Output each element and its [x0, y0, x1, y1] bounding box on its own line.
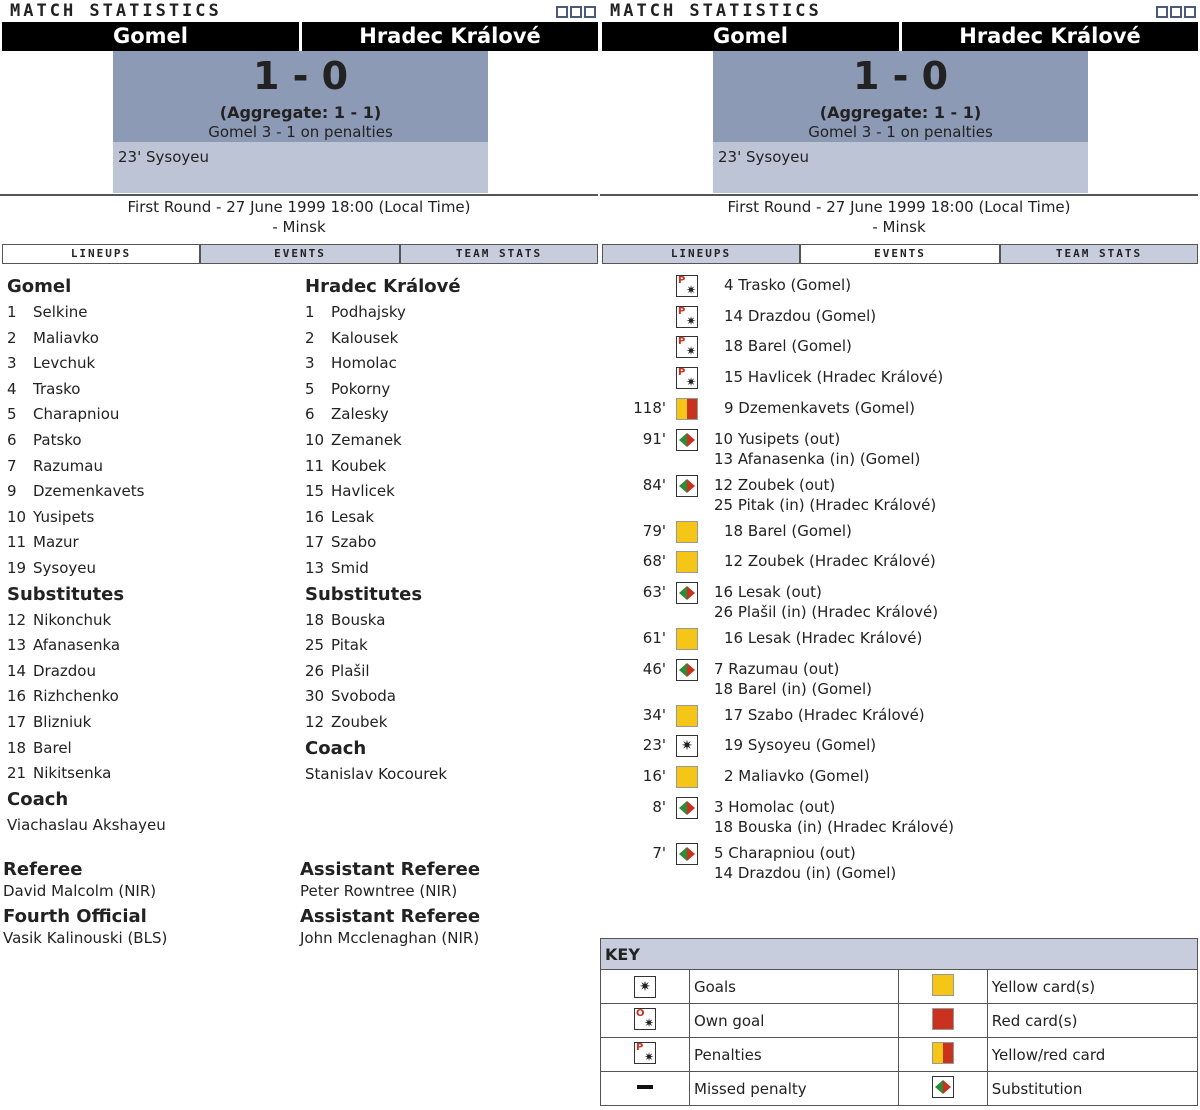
event-line: 5 Charapniou (out)	[714, 843, 856, 862]
window-title: MATCH STATISTICS	[610, 1, 822, 21]
event-minute: 46'	[642, 659, 666, 678]
key-label: Yellow/red card	[987, 1038, 1197, 1072]
score-box	[113, 51, 488, 142]
player-row	[7, 761, 287, 787]
tab-lineups[interactable]: LINEUPS	[2, 244, 200, 264]
event-line: 25 Pitak (in) (Hradec Králové)	[714, 495, 937, 514]
player-name: Kalousek	[331, 328, 399, 347]
score: 1 - 0	[252, 54, 349, 98]
player-name: Barel	[33, 738, 72, 757]
restore-icon[interactable]	[1170, 6, 1182, 18]
player-row	[7, 736, 287, 762]
referee-label: Referee	[3, 859, 83, 880]
key-label: Red card(s)	[987, 1004, 1197, 1038]
player-number: 4	[7, 379, 17, 398]
event-line: 26 Plašil (in) (Hradec Králové)	[714, 602, 939, 621]
minimize-icon[interactable]	[556, 6, 568, 18]
event-line: 3 Homolac (out)	[714, 797, 836, 816]
tab-underline	[2, 263, 598, 264]
away-team-name: Hradec Králové	[959, 24, 1141, 48]
event-text	[724, 551, 936, 571]
event-minute: 8'	[652, 797, 666, 816]
event-minute: 7'	[652, 843, 666, 862]
event-line: 19 Sysoyeu (Gomel)	[724, 736, 877, 755]
event-minute: 91'	[642, 429, 666, 448]
player-row	[305, 428, 585, 454]
player-name: Zemanek	[331, 430, 402, 449]
player-row	[7, 402, 287, 428]
player-name: Dzemenkavets	[33, 482, 145, 501]
event-line: 14 Drazdou (in) (Gomel)	[714, 863, 897, 882]
match-venue: - Minsk	[872, 218, 926, 236]
player-row	[7, 351, 287, 377]
event-line: 18 Bouska (in) (Hradec Králové)	[714, 817, 954, 836]
player-number: 25	[305, 636, 325, 655]
home-subs-title: Substitutes	[7, 583, 125, 605]
key-label: Yellow card(s)	[987, 970, 1197, 1004]
close-icon[interactable]	[584, 6, 596, 18]
player-number: 19	[7, 558, 27, 577]
event-minute: 34'	[642, 705, 666, 724]
home-team-name: Gomel	[713, 24, 788, 48]
penalty-icon: P ✷	[678, 275, 696, 297]
match-info	[0, 197, 598, 237]
event-minute: 79'	[642, 521, 666, 540]
event-line: 2 Maliavko (Gomel)	[724, 767, 870, 785]
away-subs-title: Substitutes	[305, 583, 423, 605]
event-line: 12 Zoubek (Hradec Králové)	[724, 552, 936, 571]
player-name: Nikitsenka	[33, 764, 112, 783]
score-box	[713, 51, 1088, 142]
player-name: Pitak	[331, 636, 368, 655]
player-number: 2	[305, 328, 315, 347]
tab-events[interactable]: EVENTS	[800, 244, 1000, 264]
event-text	[714, 475, 936, 515]
yellow-card-icon	[676, 766, 698, 788]
player-row	[305, 684, 585, 710]
player-name: Pokorny	[331, 379, 391, 398]
player-number: 17	[7, 712, 27, 731]
player-name: Selkine	[33, 303, 88, 321]
home-coach: Viachaslau Akshayeu	[7, 815, 166, 834]
player-name: Szabo	[331, 533, 377, 552]
player-number: 2	[7, 328, 17, 347]
event-minute: 61'	[642, 628, 666, 647]
player-name: Koubek	[331, 456, 387, 475]
event-text	[724, 628, 922, 648]
player-row	[305, 402, 585, 428]
yellow-card-icon	[932, 974, 954, 996]
referee-block	[3, 859, 156, 901]
player-row	[305, 710, 585, 736]
substitution-icon	[676, 475, 698, 497]
player-number: 16	[7, 687, 27, 706]
tab-team-stats[interactable]: TEAM STATS	[1000, 244, 1198, 264]
event-line: 18 Barel (Gomel)	[724, 337, 852, 356]
goal-icon: ✷	[634, 976, 656, 998]
player-number: 16	[305, 507, 325, 526]
goal-scorer: 23' Sysoyeu	[118, 148, 209, 166]
player-row	[305, 351, 585, 377]
event-line: 4 Trasko (Gomel)	[724, 276, 852, 294]
player-name: Charapniou	[33, 405, 120, 424]
player-number: 5	[7, 405, 17, 424]
score: 1 - 0	[852, 54, 949, 98]
player-row	[305, 556, 585, 582]
window-header	[600, 0, 1198, 22]
event-line: 7 Razumau (out)	[714, 659, 840, 678]
away-coach-title: Coach	[305, 737, 367, 759]
away-team-name: Hradec Králové	[359, 24, 541, 48]
penalty-icon: P ✷	[678, 367, 696, 390]
player-row	[7, 454, 287, 480]
window-header	[0, 0, 598, 22]
divider	[600, 194, 1198, 196]
home-lineup	[7, 274, 287, 838]
event-line: 13 Afanasenka (in) (Gomel)	[714, 449, 921, 468]
player-number: 10	[305, 430, 325, 449]
key-legend	[600, 938, 1198, 1106]
aggregate-score: (Aggregate: 1 - 1)	[819, 103, 982, 122]
substitution-icon	[676, 659, 698, 681]
yellow-red-card-icon	[676, 398, 698, 420]
event-text	[724, 735, 876, 755]
event-text	[714, 843, 896, 883]
event-text	[724, 367, 943, 387]
window-controls	[554, 3, 596, 22]
home-players-list	[7, 300, 287, 582]
event-minute: 16'	[642, 767, 666, 785]
event-text	[714, 659, 872, 699]
player-number: 26	[305, 661, 325, 680]
event-minute: 118'	[633, 398, 666, 417]
referee-name: David Malcolm (NIR)	[3, 882, 157, 900]
player-number: 11	[7, 533, 27, 552]
home-subs-list	[7, 608, 287, 787]
tab-bar	[602, 244, 1198, 264]
key-label: Own goal	[690, 1004, 899, 1038]
player-row	[7, 684, 287, 710]
key-label: Penalties	[690, 1038, 899, 1072]
player-row	[305, 300, 585, 326]
player-name: Havlicek	[331, 482, 395, 501]
penalty-icon: P ✷	[678, 336, 696, 359]
fourth-official-block	[3, 906, 167, 948]
player-row	[7, 505, 287, 531]
match-info	[600, 197, 1198, 237]
player-row	[305, 608, 585, 634]
player-name: Lesak	[331, 507, 375, 526]
event-text	[714, 582, 938, 622]
player-number: 21	[7, 764, 27, 783]
substitution-icon	[932, 1076, 954, 1098]
player-name: Rizhchenko	[33, 687, 119, 706]
penalty-result: Gomel 3 - 1 on penalties	[208, 123, 393, 141]
fourth-official-label: Fourth Official	[3, 906, 147, 927]
player-number: 3	[7, 354, 17, 373]
player-row	[305, 659, 585, 685]
event-line: 16 Lesak (out)	[714, 582, 822, 601]
player-number: 30	[305, 687, 325, 706]
event-line: 16 Lesak (Hradec Králové)	[724, 628, 923, 647]
key-label: Substitution	[987, 1072, 1197, 1106]
player-name: Maliavko	[33, 328, 99, 347]
event-minute: 63'	[642, 582, 666, 601]
event-line: 12 Zoubek (out)	[714, 475, 836, 494]
match-date: First Round - 27 June 1999 18:00 (Local Time)	[727, 198, 1071, 216]
player-number: 12	[7, 610, 27, 629]
player-row	[305, 479, 585, 505]
key-title: KEY	[601, 939, 1198, 970]
away-subs-list	[305, 608, 585, 736]
player-name: Blizniuk	[33, 712, 92, 731]
substitution-icon	[676, 582, 698, 604]
own-goal-icon: O ✷	[636, 1007, 654, 1030]
penalty-result: Gomel 3 - 1 on penalties	[808, 123, 993, 141]
player-row	[305, 377, 585, 403]
player-name: Smid	[331, 558, 369, 577]
key-row	[601, 970, 1198, 1004]
player-name: Afanasenka	[33, 636, 121, 655]
player-name: Patsko	[33, 430, 82, 449]
tab-bar	[2, 244, 598, 264]
player-number: 10	[7, 507, 27, 526]
yellow-card-icon	[676, 551, 698, 573]
yellow-card-icon	[676, 705, 698, 727]
goal-scorers	[113, 142, 488, 193]
player-name: Trasko	[33, 379, 81, 398]
goal-scorer: 23' Sysoyeu	[718, 148, 809, 166]
player-row	[7, 479, 287, 505]
event-line: 17 Szabo (Hradec Králové)	[724, 705, 925, 724]
player-number: 3	[305, 354, 315, 373]
player-name: Zalesky	[331, 405, 389, 424]
aggregate-score: (Aggregate: 1 - 1)	[219, 103, 382, 122]
right-panel	[600, 0, 1198, 1110]
red-card-icon	[932, 1008, 954, 1030]
away-coach: Stanislav Kocourek	[305, 764, 448, 783]
event-text	[724, 705, 925, 725]
player-row	[305, 633, 585, 659]
yellow-red-card-icon	[932, 1042, 954, 1064]
player-row	[7, 659, 287, 685]
player-row	[305, 454, 585, 480]
event-text	[714, 797, 954, 837]
assistant-referee-block-1	[300, 859, 480, 901]
event-text	[724, 306, 876, 326]
player-number: 12	[305, 712, 325, 731]
assistant-referee-label: Assistant Referee	[300, 859, 481, 880]
player-name: Mazur	[33, 533, 79, 552]
player-row	[305, 505, 585, 531]
tab-team-stats[interactable]: TEAM STATS	[400, 244, 598, 264]
fourth-official-name: Vasik Kalinouski (BLS)	[3, 929, 168, 947]
player-number: 1	[7, 303, 17, 321]
player-name: Svoboda	[331, 687, 396, 706]
player-number: 13	[305, 558, 325, 577]
player-row	[7, 428, 287, 454]
player-number: 15	[305, 482, 325, 501]
restore-icon[interactable]	[570, 6, 582, 18]
away-lineup	[305, 274, 585, 787]
player-number: 18	[7, 738, 27, 757]
event-text	[724, 398, 915, 418]
missed-penalty-icon	[634, 1076, 656, 1098]
yellow-card-icon	[676, 628, 698, 650]
window-controls	[1154, 3, 1196, 22]
event-line: 15 Havlicek (Hradec Králové)	[724, 368, 944, 387]
player-number: 11	[305, 456, 325, 475]
player-name: Zoubek	[331, 712, 388, 731]
penalty-icon: P ✷	[636, 1041, 654, 1064]
player-number: 17	[305, 533, 325, 552]
player-number: 6	[7, 430, 17, 449]
event-minute: 84'	[642, 475, 666, 494]
player-row	[7, 326, 287, 352]
match-venue: - Minsk	[272, 218, 326, 236]
player-number: 18	[305, 610, 325, 629]
team-bar	[602, 22, 1198, 51]
player-name: Nikonchuk	[33, 610, 112, 629]
yellow-card-icon	[676, 521, 698, 543]
player-name: Bouska	[331, 610, 386, 629]
player-number: 1	[305, 303, 315, 321]
event-line: 18 Barel (in) (Gomel)	[714, 679, 872, 698]
player-row	[7, 300, 287, 326]
home-team-name: Gomel	[113, 24, 188, 48]
player-row	[305, 530, 585, 556]
goal-icon: ✷	[676, 735, 698, 757]
event-text	[724, 766, 869, 786]
player-row	[7, 556, 287, 582]
player-name: Levchuk	[33, 354, 96, 373]
event-minute: 68'	[642, 552, 666, 571]
away-players-list	[305, 300, 585, 582]
substitution-icon	[676, 429, 698, 451]
tab-events[interactable]: EVENTS	[200, 244, 400, 264]
player-name: Razumau	[33, 456, 103, 475]
event-minute: 23'	[642, 736, 666, 755]
close-icon[interactable]	[1184, 6, 1196, 18]
tab-lineups[interactable]: LINEUPS	[602, 244, 800, 264]
player-name: Yusipets	[33, 507, 95, 526]
key-label: Goals	[690, 970, 899, 1004]
player-row	[305, 326, 585, 352]
goal-scorers	[713, 142, 1088, 193]
player-number: 13	[7, 636, 27, 655]
player-name: Drazdou	[33, 661, 96, 680]
event-text	[724, 521, 852, 541]
away-lineup-title: Hradec Králové	[305, 276, 461, 297]
event-line: 10 Yusipets (out)	[714, 429, 841, 448]
key-row	[601, 1004, 1198, 1038]
player-name: Plašil	[331, 661, 370, 680]
player-number: 7	[7, 456, 17, 475]
home-coach-title: Coach	[7, 788, 69, 810]
tab-underline	[602, 263, 1198, 264]
substitution-icon	[676, 843, 698, 865]
assistant-referee-name: Peter Rowntree (NIR)	[300, 882, 458, 900]
player-row	[7, 633, 287, 659]
player-row	[7, 710, 287, 736]
left-panel	[0, 0, 598, 1110]
assistant-referee-name: John Mcclenaghan (NIR)	[300, 929, 480, 947]
match-date: First Round - 27 June 1999 18:00 (Local Time)	[127, 198, 471, 216]
player-row	[7, 377, 287, 403]
penalty-icon: P ✷	[678, 305, 696, 328]
window-title: MATCH STATISTICS	[10, 1, 222, 21]
player-number: 5	[305, 379, 315, 398]
substitution-icon	[676, 797, 698, 819]
home-lineup-title: Gomel	[7, 276, 72, 297]
event-text	[724, 275, 851, 295]
event-line: 14 Drazdou (Gomel)	[724, 306, 877, 325]
team-bar	[2, 22, 598, 51]
player-name: Podhajsky	[331, 303, 406, 321]
key-row	[601, 1038, 1198, 1072]
minimize-icon[interactable]	[1156, 6, 1168, 18]
assistant-referee-label: Assistant Referee	[300, 906, 481, 927]
key-row	[601, 1072, 1198, 1106]
key-label: Missed penalty	[690, 1072, 899, 1106]
event-text	[714, 429, 920, 469]
player-number: 14	[7, 661, 27, 680]
player-name: Sysoyeu	[33, 558, 97, 577]
player-number: 9	[7, 482, 17, 501]
event-line: 9 Dzemenkavets (Gomel)	[724, 398, 916, 417]
player-number: 6	[305, 405, 315, 424]
player-name: Homolac	[331, 354, 397, 373]
event-text	[724, 336, 852, 356]
player-row	[7, 608, 287, 634]
divider	[0, 194, 598, 196]
player-row	[7, 530, 287, 556]
assistant-referee-block-2	[300, 906, 480, 948]
event-line: 18 Barel (Gomel)	[724, 521, 852, 540]
